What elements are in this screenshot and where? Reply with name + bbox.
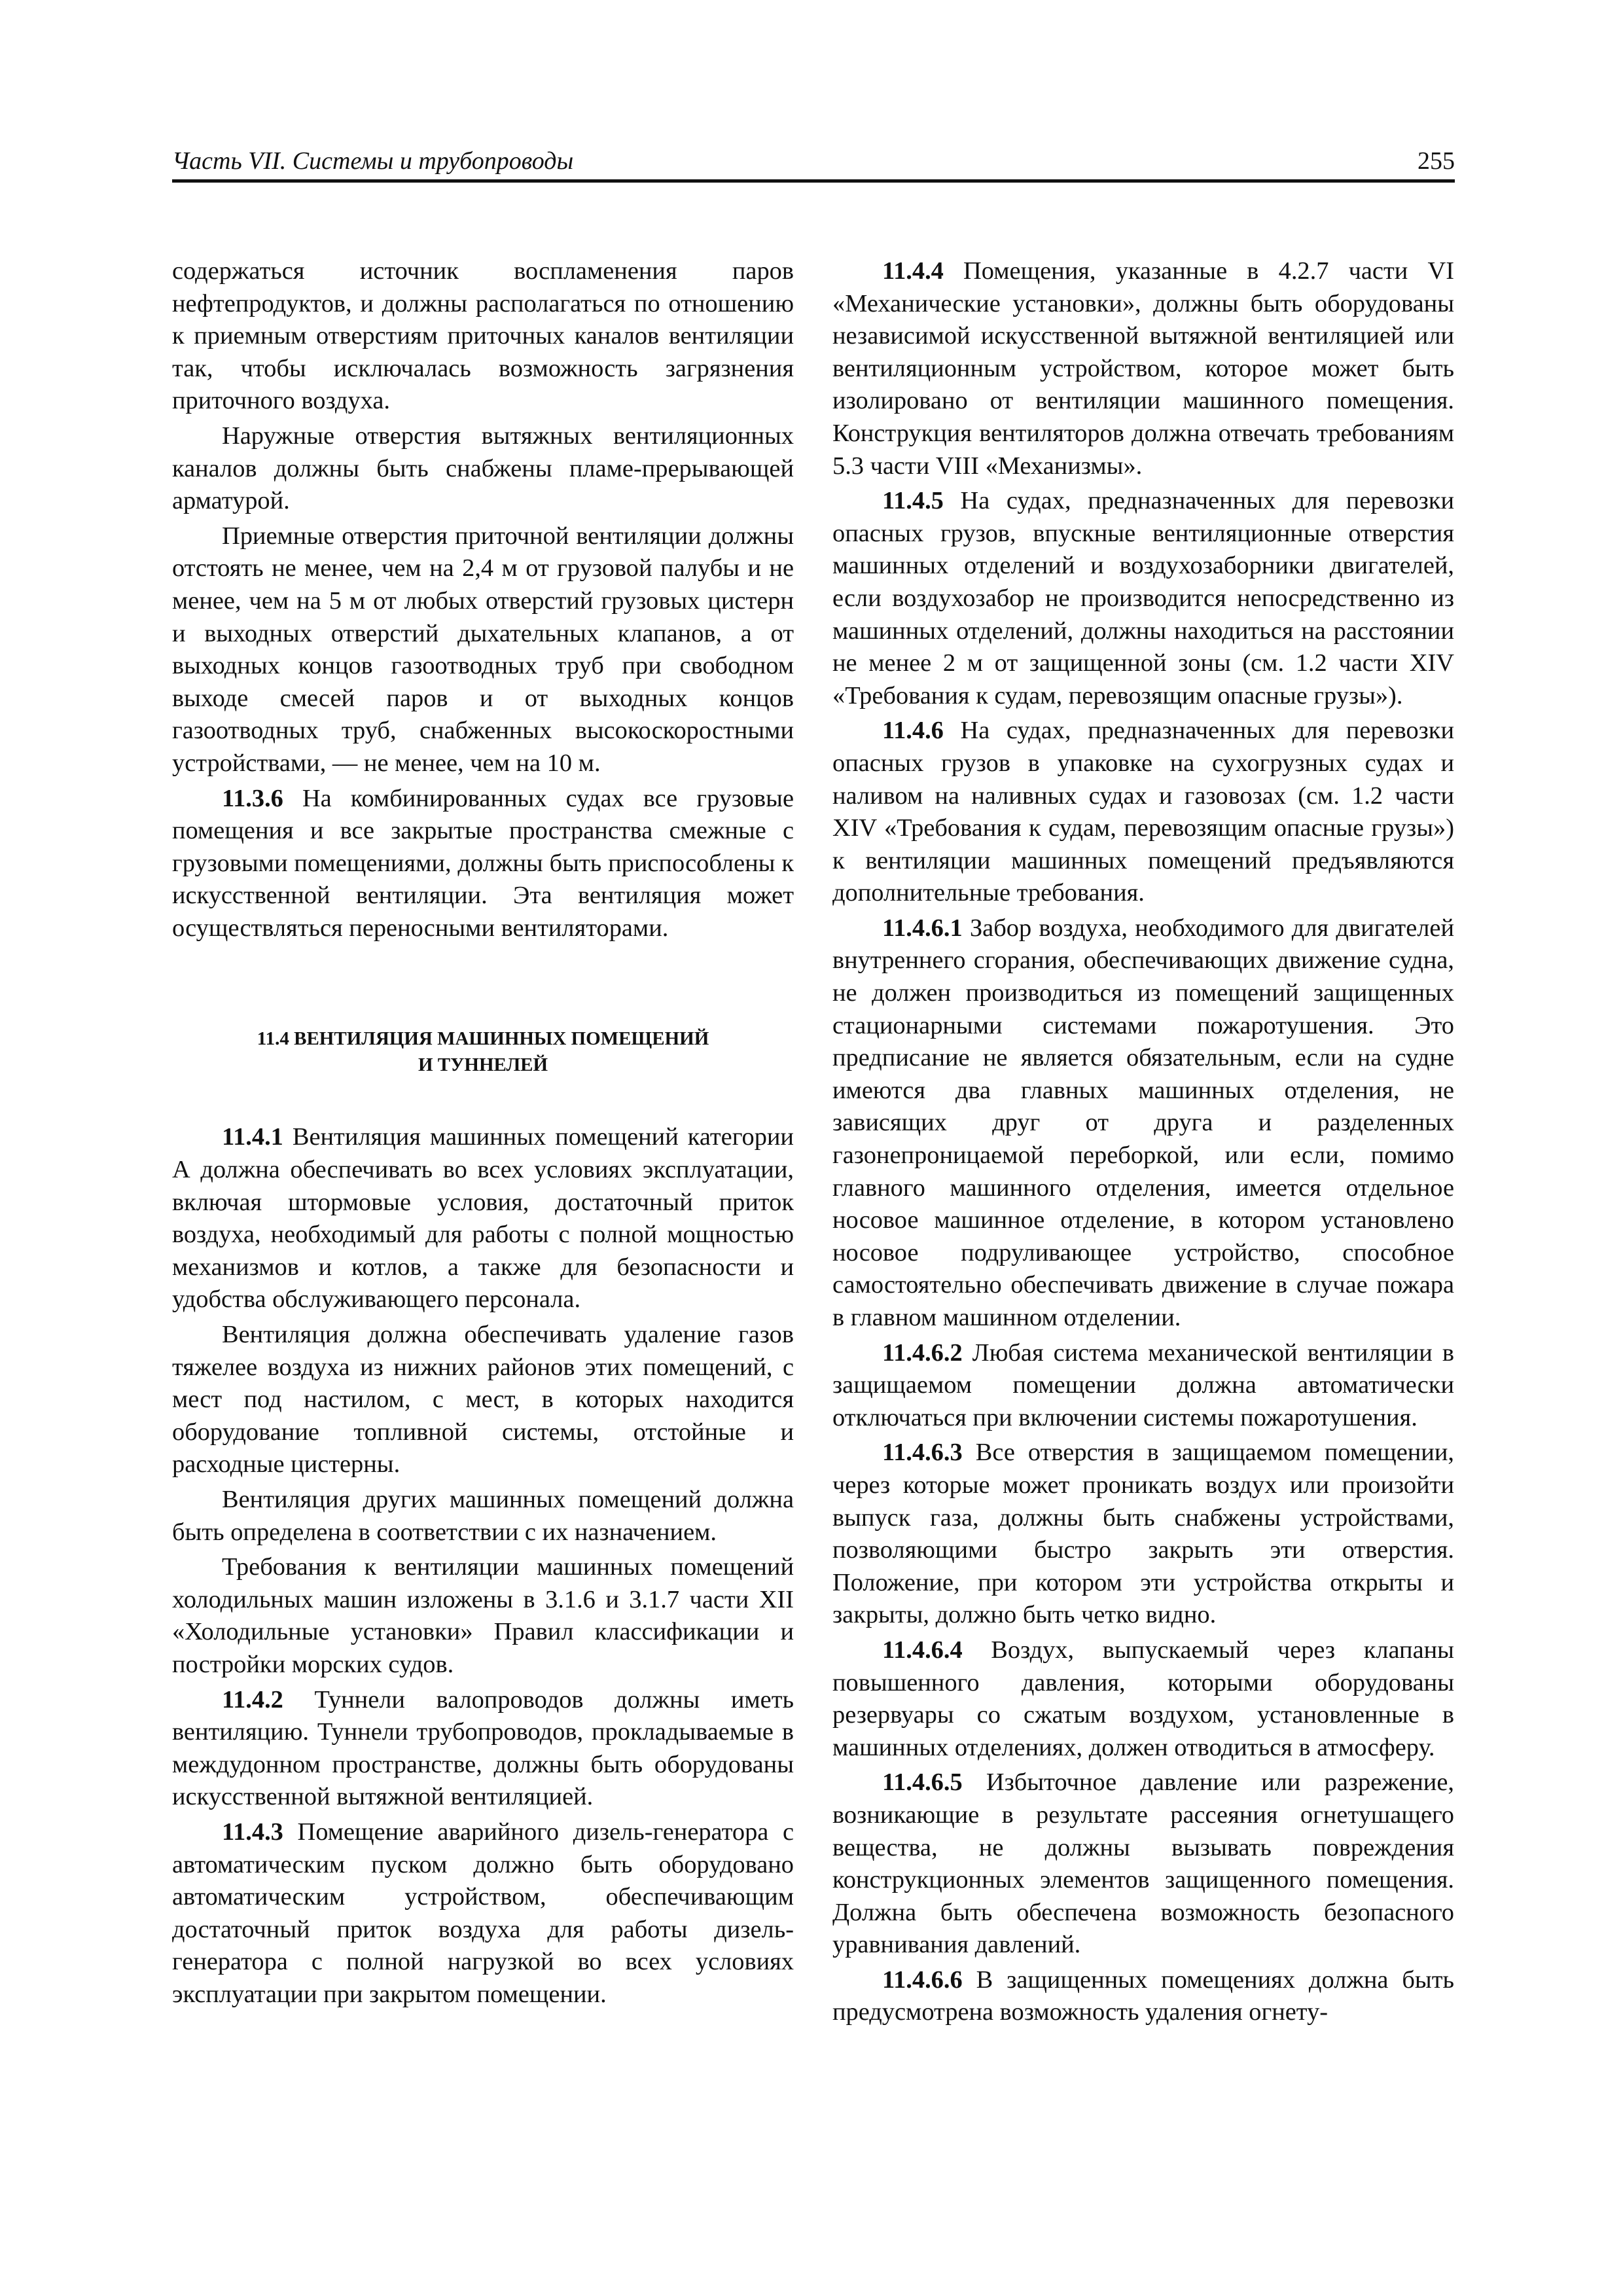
- clause-text: Помещения, указанные в 4.2.7 части VI «Механические установки», должны быть оборудованы независимой искусственной вытяжной вентиляцией или вентиляционным устройством, которое может быть изолировано от вентиляции машинного помещения. Конструкция вентиляторов должна отвечать требованиям 5.3 части VIII «Механизмы».: [832, 257, 1454, 480]
- paragraph: [832, 912, 1454, 1335]
- clause-number: 11.4.2: [222, 1685, 283, 1713]
- clause-number: 11.4.1: [222, 1123, 283, 1151]
- clause-text: Все отверстия в защищаемом помещении, через которые может проникать воздух или произойти выпуск газа, должны быть снабжены устройствами, позволяющими быстро закрыть эти отверстия. Положение, при котором эти устройства открыты и закрыты, должно быть четко видно.: [832, 1439, 1454, 1629]
- clause-number: 11.4.6.6: [882, 1965, 963, 1994]
- clause-text: Избыточное давление или разрежение, возникающие в результате рассеяния огнетушащего вещества, не должны вызывать повреждения конструкционных элементов защищенного помещения. Должна быть обеспечена возможность безопасного уравнивания давлений.: [832, 1768, 1454, 1959]
- paragraph: Приемные отверстия приточной вентиляции должны отстоять не менее, чем на 2,4 м от грузовой палубы и не менее, чем на 5 м от любых отверстий грузовых цистерн и выходных отверстий дыхательных клапанов, а от выходных концов газоотводных труб при свободном выходе смесей паров и от выходных концов газоотводных труб, снабженных высокоскоростными устройствами, — не менее, чем на 10 м.: [172, 522, 794, 777]
- paragraph: [832, 255, 1454, 482]
- clause-text: В защищенных помещениях должна быть предусмотрена возможность удаления огнету-: [832, 1965, 1454, 2026]
- paragraph: Вентиляция других машинных помещений должна быть определена в соответствии с их назначением.: [172, 1486, 794, 1546]
- clause-text: Туннели валопроводов должны иметь вентиляцию. Туннели трубопроводов, прокладываемые в междудонном пространстве, должны быть оборудованы искусственной вытяжной вентиляцией.: [172, 1685, 794, 1811]
- clause-text: Воздух, выпускаемый через клапаны повышенного давления, которыми оборудованы резервуары со сжатым воздухом, установленные в машинных отделениях, должен отводиться в атмосферу.: [832, 1636, 1454, 1761]
- section-heading: [172, 1026, 794, 1078]
- clause-number: 11.3.6: [222, 784, 283, 812]
- paragraph: [172, 1684, 794, 1814]
- clause-text: На комбинированных судах все грузовые помещения и все закрытые пространства смежные с грузовыми помещениями, должны быть приспособлены к искусственной вентиляции. Эта вентиляция может осуществляться переносными вентиляторами.: [172, 784, 794, 942]
- page-header: [172, 145, 1455, 183]
- right-column: [832, 255, 1454, 2032]
- clause-text: На судах, предназначенных для перевозки опасных грузов в упаковке на сухогрузных судах и наливом на наливных судах и газовозах (см. 1.2 части XIV «Требования к судам, перевозящим опасные грузы») к вентиляции машинных помещений предъявляются дополнительные требования.: [832, 717, 1454, 907]
- clause-number: 11.4.6.3: [882, 1439, 963, 1467]
- clause-number: 11.4.6.5: [882, 1768, 963, 1797]
- clause-number: 11.4.6: [882, 717, 944, 745]
- section-heading-line: 11.4 ВЕНТИЛЯЦИЯ МАШИННЫХ ПОМЕЩЕНИЙ: [257, 1028, 709, 1050]
- clause-number: 11.4.6.1: [882, 914, 963, 942]
- paragraph: [172, 1121, 794, 1316]
- clause-number: 11.4.6.4: [882, 1636, 963, 1664]
- clause-text: Забор воздуха, необходимого для двигателей внутреннего сгорания, обеспечивающих движение судна, не должен производиться из помещений защищенных стационарными системами пожаротушения. Это предписание не является обязательным, если на судне имеются два главных машинных отделения, не зависящих друг от друга и разделенных газонепроницаемой переборкой, или если, помимо главного машинного отделения, имеется отдельное носовое машинное отделение, в котором установлено носовое подруливающее устройство, способное самостоятельно обеспечивать движение в случае пожара в главном машинном отделении.: [832, 914, 1454, 1331]
- clause-number: 11.4.3: [222, 1818, 283, 1846]
- clause-text: На судах, предназначенных для перевозки опасных грузов, впускные вентиляционные отверстия машинных отделений и воздухозаборники двигателей, если воздухозабор не производится непосредственно из машинных отделений, должны находиться на расстоянии не менее 2 м от защищенной зоны (см. 1.2 части XIV «Требования к судам, перевозящим опасные грузы»).: [832, 487, 1454, 709]
- clause-text: Помещение аварийного дизель-генератора с автоматическим пуском должно быть оборудовано автоматическим устройством, обеспечивающим достаточный приток воздуха для работы дизель-генератора с полной нагрузкой во всех условиях эксплуатации при закрытом помещении.: [172, 1818, 794, 2008]
- left-column: [172, 255, 794, 2014]
- paragraph: [832, 485, 1454, 712]
- clause-text: Любая система механической вентиляции в защищаемом помещении должна автоматически отключаться при включении системы пожаротушения.: [832, 1338, 1454, 1431]
- page-number: 255: [1418, 147, 1455, 175]
- paragraph: [172, 783, 794, 945]
- paragraph: Требования к вентиляции машинных помещений холодильных машин изложены в 3.1.6 и 3.1.7 части XII «Холодильные установки» Правил классификации и постройки морских судов.: [172, 1553, 794, 1678]
- paragraph: содержаться источник воспламенения паров нефтепродуктов, и должны располагаться по отношению к приемным отверстиям приточных каналов вентиляции так, чтобы исключалась возможность загрязнения приточного воздуха.: [172, 257, 794, 415]
- clause-number: 11.4.5: [882, 487, 944, 515]
- paragraph: Вентиляция должна обеспечивать удаление газов тяжелее воздуха из нижних районов этих помещений, с мест под настилом, с мест, в которых находится оборудование топливной системы, отстойные и расходные цистерны.: [172, 1321, 794, 1479]
- paragraph: [832, 1767, 1454, 1962]
- paragraph: Наружные отверстия вытяжных вентиляционных каналов должны быть снабжены пламе-прерывающей арматурой.: [172, 422, 794, 515]
- paragraph: [832, 715, 1454, 910]
- paragraph: [172, 1816, 794, 2011]
- paragraph: [832, 1634, 1454, 1764]
- clause-number: 11.4.4: [882, 257, 944, 285]
- paragraph: [832, 1437, 1454, 1632]
- section-heading-line: И ТУННЕЛЕЙ: [418, 1054, 548, 1076]
- clause-text: Вентиляция машинных помещений категории А должна обеспечивать во всех условиях эксплуатации, включая штормовые условия, достаточный приток воздуха, необходимый для работы с полной мощностью механизмов и котлов, а также для безопасности и удобства обслуживающего персонала.: [172, 1123, 794, 1314]
- running-title: Часть VII. Системы и трубопроводы: [172, 147, 574, 175]
- clause-number: 11.4.6.2: [882, 1338, 963, 1367]
- paragraph: [832, 1964, 1454, 2029]
- paragraph: [832, 1337, 1454, 1435]
